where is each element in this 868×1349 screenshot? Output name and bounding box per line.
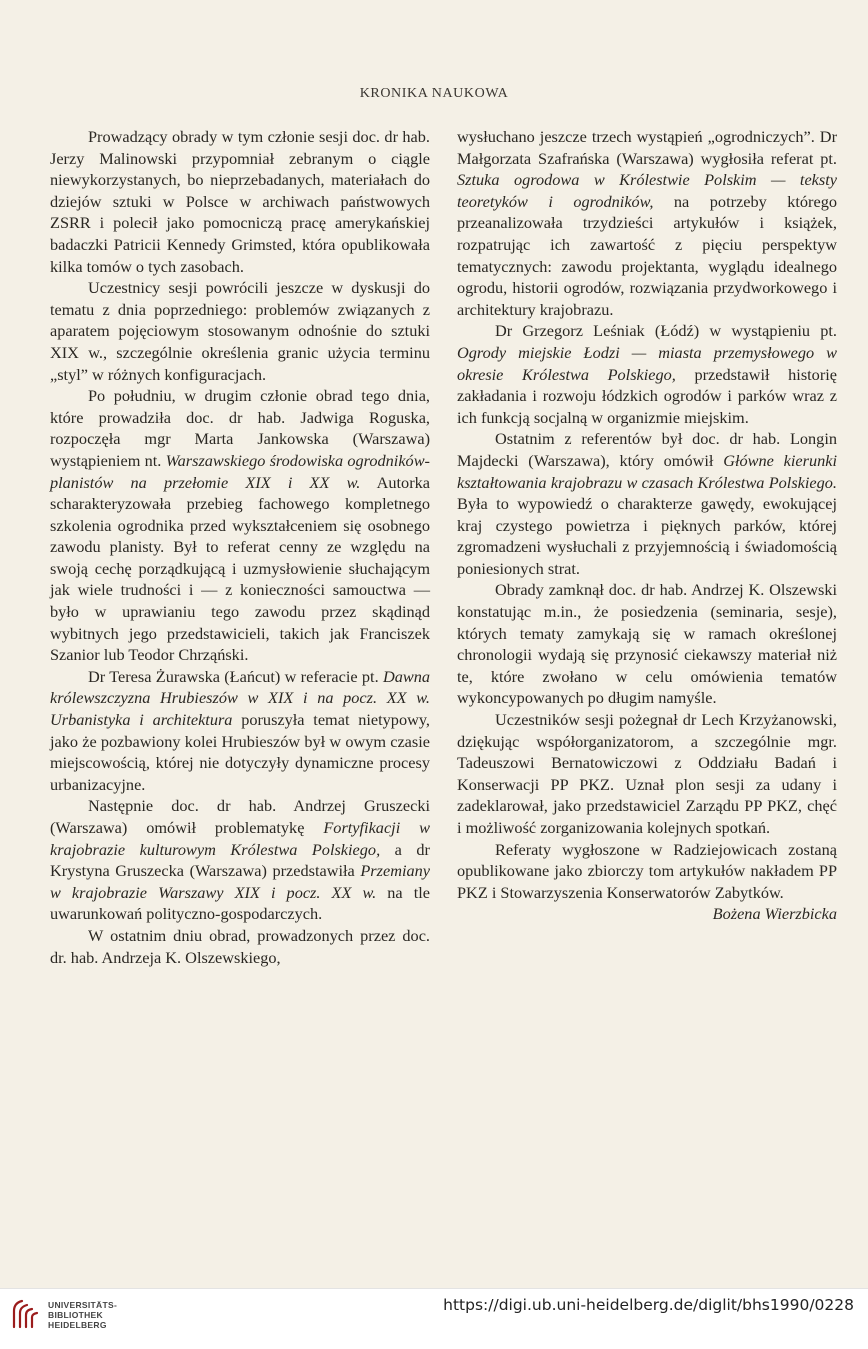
library-name-line: HEIDELBERG [48, 1320, 107, 1330]
text-run: wysłuchano jeszcze trzech wystąpień „ogrodniczych”. Dr Małgorzata Szafrańska (Warszawa) wygłosiła referat pt. [457, 127, 837, 168]
paragraph: Uczestnicy sesji powrócili jeszcze w dyskusji do tematu z dnia poprzedniego: problemów związanych z aparatem pojęciowym stosowanym odnośnie do sztuki XIX w., szczególnie określenia granic użycia terminu „styl” w różnych konfiguracjach. [50, 278, 430, 384]
library-name-line: BIBLIOTHEK [48, 1310, 103, 1320]
text-run: poruszyła temat nietypowy, jako że pozbawiony kolei Hrubieszów był w owym czasie miejscowością, której nie dotyczyły dynamiczne procesy urbanizacyjne. [50, 710, 430, 794]
paper-title: Warszawskiego środowiska ogrodników-planistów na przełomie XIX i XX w. [50, 450, 430, 492]
paper-title: Główne kierunki kształtowania krajobrazu w czasach Królestwa Polskiego. [457, 450, 838, 492]
paragraph: Uczestników sesji pożegnał dr Lech Krzyżanowski, dziękując współorganizatorom, a szczególnie mgr. Tadeuszowi Bernatowiczowi z Oddziału Badań i Konserwacji PP PKZ. Uznał plon sesji za udany i zadeklarował, jako przedstawiciel Zarządu PP PKZ, chęć i możliwość zorganizowania kolejnych spotkań. [457, 710, 837, 837]
text-run: Autorka scharakteryzowała przebieg fachowego kompletnego szkolenia ogrodnika przed wykształceniem się osobnego zawodu planisty. Był to referat cenny ze względu na swoją cechę porządkującą i uzmysłowienie słuchającym jak wiele trudności i — z konieczności samouctwa — było w uprawianiu tego zawodu przez skądinąd wybitnych jego przedstawicieli, takich jak Franciszek Szanior lub Teodor Chrząński. [50, 472, 430, 665]
text-run: a dr Krystyna Gruszecka (Warszawa) przedstawiła [50, 839, 430, 881]
paper-title: Fortyfikacji w krajobrazie kulturowym Królestwa Polskiego, [50, 818, 430, 859]
text-run: Po południu, w drugim członie obrad tego dnia, które prowadziła doc. dr hab. Jadwiga Roguska, rozpoczęła mgr Marta Jankowska (Warszawa) wystąpieniem nt. [50, 386, 430, 470]
permalink-url[interactable]: https://digi.ub.uni-heidelberg.de/diglit/bhs1990/0228 [443, 1296, 854, 1314]
paragraph: Obrady zamknął doc. dr hab. Andrzej K. Olszewski konstatując m.in., że posiedzenia (seminaria, sesje), których tematy zamykają się w ramach określonej chronologii wydają się przynosić ciekawszy materiał niż te, które zwołano w celu omówienia tematów wykoncypowanych po długim namyśle. [457, 580, 837, 708]
paper-title: Dawna królewszczyzna Hrubieszów w XIX i na pocz. XX w. Urbanistyka i architektura [50, 666, 430, 730]
text-run: na tle uwarunkowań polityczno-gospodarczych. [50, 882, 430, 924]
paragraph [50, 666, 430, 796]
text-run: na potrzeby którego przeanalizowała trzydzieści artykułów i książek, rozpatrując ich zawartość z pięciu perspektyw tematycznych: zawodu projektanta, wyglądu idealnego ogrodu, historii ogrodów, rozwiązania przydworkowego i architektury krajobrazu. [457, 191, 837, 319]
paragraph [50, 385, 430, 666]
paper-title: Ogrody miejskie Łodzi — miasta przemysłowego w okresie Królestwa Polskiego, [457, 342, 837, 384]
paragraph: Prowadzący obrady w tym członie sesji doc. dr hab. Jerzy Malinowski przypomniał zebranym o ciągle niewykorzystanych, bo nieprzebadanych, materiałach do dziejów sztuki w Polsce w archiwach państwowych ZSRR i polecił jako pomocniczą pracę amerykańskiej badaczki Patricii Kennedy Grimsted, która opublikowała kilka tomów o tych zasobach. [50, 127, 430, 276]
paragraph [457, 126, 837, 320]
paper-title: Sztuka ogrodowa w Królestwie Polskim — teksty teoretyków i ogrodników, [457, 170, 837, 211]
text-run: Następnie doc. dr hab. Andrzej Gruszecki (Warszawa) omówił problematykę [50, 796, 430, 837]
left-column [50, 126, 430, 968]
text-run: Dr Grzegorz Leśniak (Łódź) w wystąpieniu pt. [495, 321, 837, 341]
library-name [48, 1300, 117, 1330]
author-signature: Bożena Wierzbicka [712, 904, 837, 924]
paragraph: W ostatnim dniu obrad, prowadzonych przez doc. dr. hab. Andrzeja K. Olszewskiego, [50, 925, 430, 967]
library-logo-icon [10, 1297, 40, 1331]
text-run: przedstawił historię zakładania i rozwoju łódzkich ogrodów i parków wraz z ich funkcją socjalną w organizmie miejskim. [457, 364, 837, 427]
viewer-footer [0, 1288, 868, 1349]
text-run: Była to wypowiedź o charakterze gawędy, ewokującej kraj czystego powietrza i pięknych parków, której zgromadzeni wysłuchali z przyjemnością i świadomością poniesionych strat. [457, 494, 837, 578]
paragraph [50, 795, 430, 925]
right-column [457, 126, 837, 925]
paragraph [457, 428, 837, 579]
paragraph [457, 320, 837, 428]
running-header: KRONIKA NAUKOWA [359, 86, 509, 101]
paragraph: Referaty wygłoszone w Radziejowicach zostaną opublikowane jako zbiorczy tom artykułów nakładem PP PKZ i Stowarzyszenia Konserwatorów Zabytków. [457, 839, 837, 902]
library-name-line: UNIVERSITÄTS- [48, 1300, 118, 1310]
text-run: Ostatnim z referentów był doc. dr hab. Longin Majdecki (Warszawa), który omówił [457, 429, 837, 470]
paper-title: Przemiany w krajobrazie Warszawy XIX i pocz. XX w. [50, 861, 430, 902]
text-run: Dr Teresa Żurawska (Łańcut) w referacie pt. [88, 666, 383, 686]
